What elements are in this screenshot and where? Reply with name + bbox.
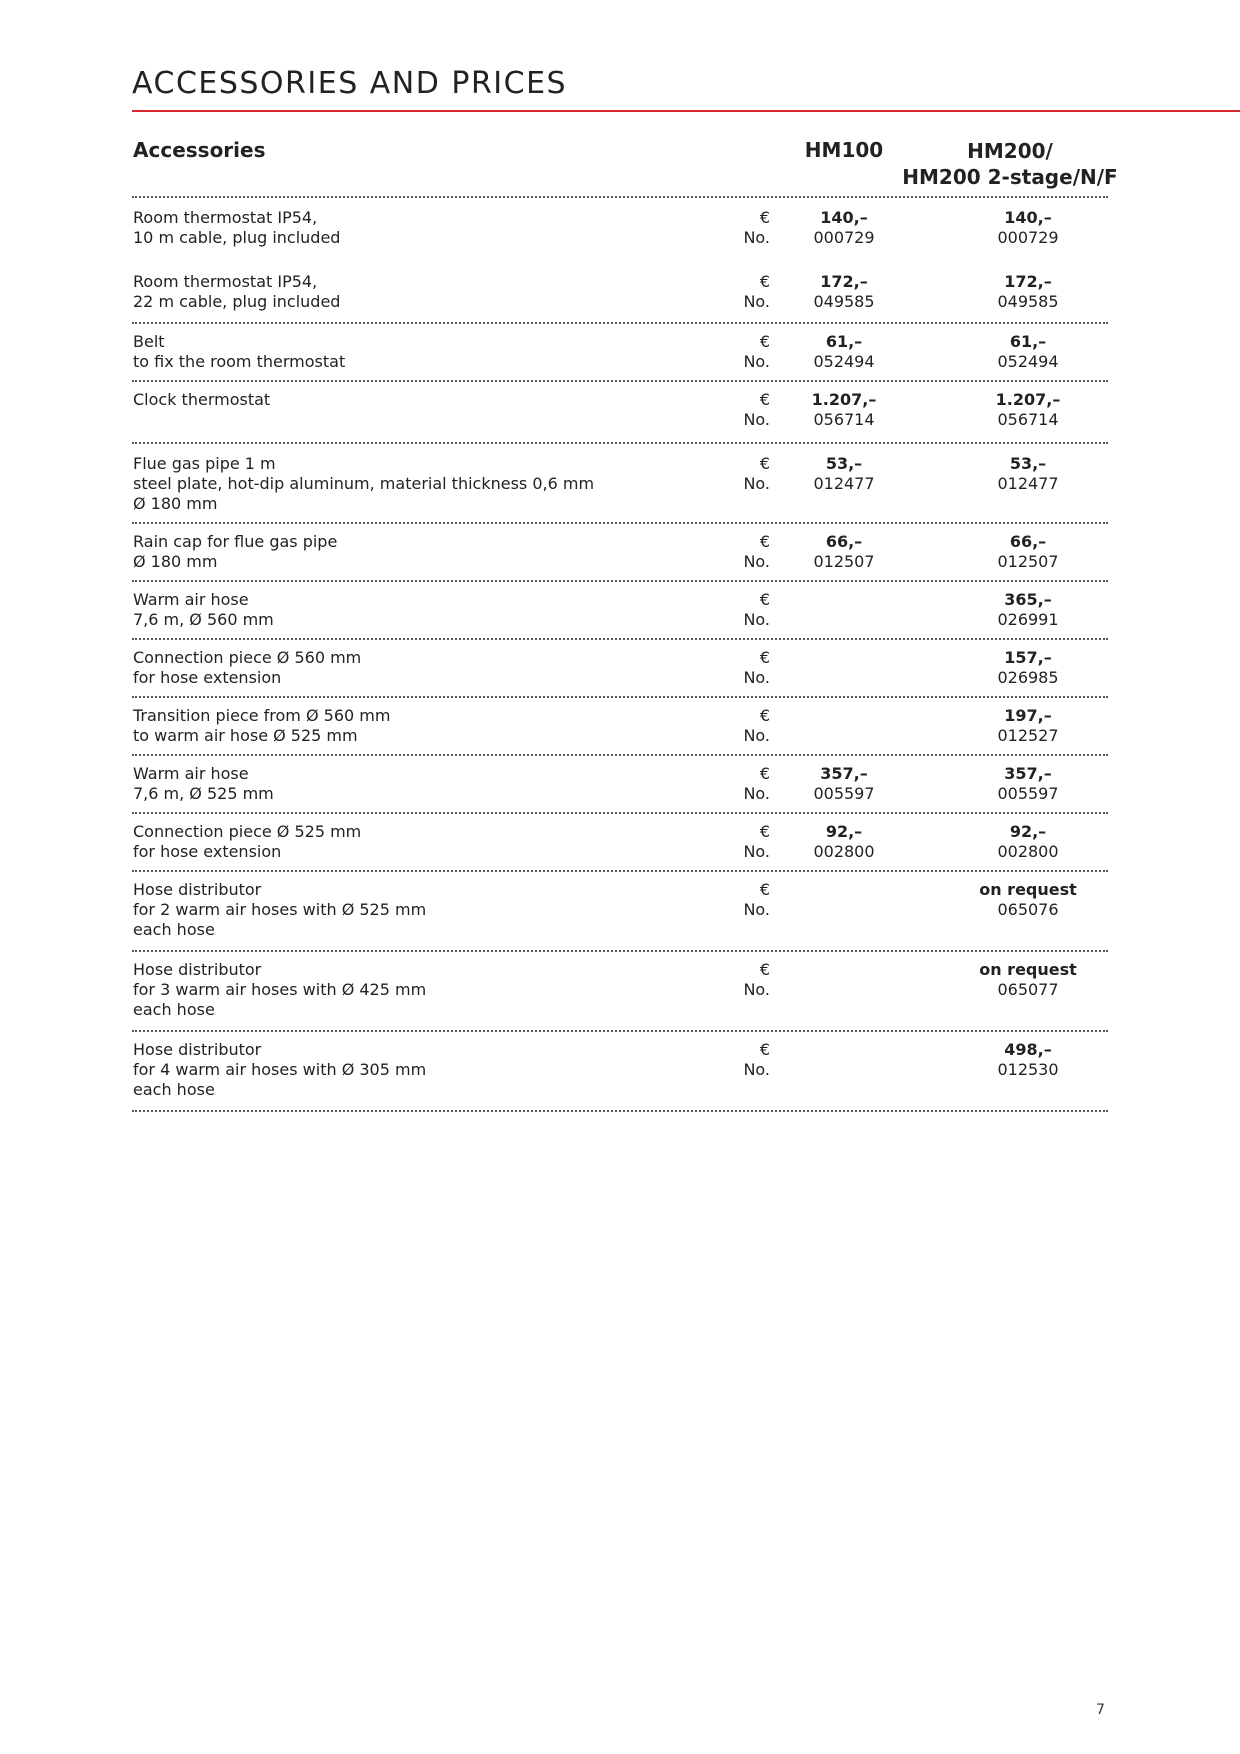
table-row xyxy=(132,814,1108,872)
hm200-price: 357,– xyxy=(1004,764,1052,783)
unit-price-label: € xyxy=(759,272,770,291)
hm200-article-number: 002800 xyxy=(997,842,1059,861)
table-row xyxy=(132,524,1108,582)
hm200-cell xyxy=(952,390,1104,430)
description-line: 22 m cable, plug included xyxy=(133,292,341,311)
unit-number-label: No. xyxy=(743,228,770,247)
hm200-cell xyxy=(952,590,1104,630)
unit-number-label: No. xyxy=(743,352,770,371)
hm100-article-number xyxy=(782,980,906,1000)
unit-labels xyxy=(710,764,770,804)
hm200-price: 365,– xyxy=(1004,590,1052,609)
hm100-price xyxy=(782,1040,906,1060)
hm200-article-number: 012527 xyxy=(997,726,1059,745)
unit-price-label: € xyxy=(759,390,770,409)
unit-number-label: No. xyxy=(743,610,770,629)
description-line: Ø 180 mm xyxy=(133,552,218,571)
hm100-article-number: 056714 xyxy=(813,410,875,429)
hm200-cell xyxy=(952,208,1104,248)
hm200-cell xyxy=(952,1040,1104,1080)
table-row xyxy=(132,756,1108,814)
unit-price-label: € xyxy=(759,648,770,667)
unit-number-label: No. xyxy=(743,980,770,999)
hm200-cell xyxy=(952,272,1104,312)
header-hm200-line1: HM200/ xyxy=(967,139,1053,163)
table-row xyxy=(132,444,1108,524)
hm200-article-number: 065077 xyxy=(997,980,1059,999)
hm100-article-number xyxy=(782,900,906,920)
table-row xyxy=(132,198,1108,260)
unit-price-label: € xyxy=(759,764,770,783)
unit-labels xyxy=(710,648,770,688)
unit-number-label: No. xyxy=(743,410,770,429)
hm200-article-number: 026991 xyxy=(997,610,1059,629)
unit-labels xyxy=(710,454,770,494)
hm100-price: 92,– xyxy=(825,822,863,841)
table-body xyxy=(132,198,1108,1112)
hm200-article-number: 026985 xyxy=(997,668,1059,687)
hm200-price: 140,– xyxy=(1004,208,1052,227)
description-line: Transition piece from Ø 560 mm xyxy=(133,706,391,725)
unit-labels xyxy=(710,880,770,920)
unit-labels xyxy=(710,332,770,372)
hm100-cell xyxy=(782,764,906,804)
hm100-article-number: 000729 xyxy=(813,228,875,247)
unit-number-label: No. xyxy=(743,1060,770,1079)
table-row xyxy=(132,582,1108,640)
hm200-cell xyxy=(952,532,1104,572)
unit-labels xyxy=(710,208,770,248)
hm100-cell xyxy=(782,960,906,1000)
hm200-article-number: 056714 xyxy=(997,410,1059,429)
unit-number-label: No. xyxy=(743,900,770,919)
hm100-article-number: 012477 xyxy=(813,474,875,493)
description-line: each hose xyxy=(133,1000,215,1019)
hm100-cell xyxy=(782,822,906,862)
hm100-cell xyxy=(782,272,906,312)
hm200-price: 53,– xyxy=(1009,454,1047,473)
hm100-price: 172,– xyxy=(820,272,868,291)
hm100-cell xyxy=(782,454,906,494)
description-line: Connection piece Ø 560 mm xyxy=(133,648,362,667)
unit-labels xyxy=(710,1040,770,1080)
hm200-cell xyxy=(952,454,1104,494)
hm100-article-number xyxy=(782,610,906,630)
unit-price-label: € xyxy=(759,960,770,979)
table-row xyxy=(132,640,1108,698)
hm200-article-number: 052494 xyxy=(997,352,1059,371)
hm100-price xyxy=(782,648,906,668)
hm200-cell xyxy=(952,706,1104,746)
description-line: for 4 warm air hoses with Ø 305 mm xyxy=(133,1060,427,1079)
hm100-article-number: 002800 xyxy=(813,842,875,861)
hm200-article-number: 012477 xyxy=(997,474,1059,493)
unit-price-label: € xyxy=(759,454,770,473)
hm100-cell xyxy=(782,590,906,630)
unit-price-label: € xyxy=(759,1040,770,1059)
hm200-article-number: 005597 xyxy=(997,784,1059,803)
description-line: Clock thermostat xyxy=(133,390,271,409)
header-hm200 xyxy=(892,138,1128,190)
hm100-article-number: 005597 xyxy=(813,784,875,803)
hm200-price: 92,– xyxy=(1009,822,1047,841)
hm100-price: 357,– xyxy=(820,764,868,783)
unit-number-label: No. xyxy=(743,842,770,861)
unit-labels xyxy=(710,272,770,312)
header-accessories: Accessories xyxy=(133,138,266,162)
hm200-cell xyxy=(952,332,1104,372)
description-line: to warm air hose Ø 525 mm xyxy=(133,726,358,745)
unit-number-label: No. xyxy=(743,552,770,571)
unit-labels xyxy=(710,532,770,572)
description-line: Room thermostat IP54, xyxy=(133,208,318,227)
unit-number-label: No. xyxy=(743,292,770,311)
table-header xyxy=(132,136,1118,198)
table-row xyxy=(132,324,1108,382)
hm100-price xyxy=(782,706,906,726)
hm200-price: 66,– xyxy=(1009,532,1047,551)
page-number: 7 xyxy=(1096,1702,1105,1718)
hm100-cell xyxy=(782,532,906,572)
hm200-cell xyxy=(952,764,1104,804)
unit-price-label: € xyxy=(759,822,770,841)
unit-number-label: No. xyxy=(743,668,770,687)
hm200-cell xyxy=(952,880,1104,920)
unit-labels xyxy=(710,822,770,862)
hm200-article-number: 049585 xyxy=(997,292,1059,311)
hm200-price: on request xyxy=(979,960,1077,979)
hm100-cell xyxy=(782,332,906,372)
hm200-price: on request xyxy=(979,880,1077,899)
description-line: Warm air hose xyxy=(133,590,249,609)
unit-price-label: € xyxy=(759,208,770,227)
description-line: Warm air hose xyxy=(133,764,249,783)
description-line: Belt xyxy=(133,332,165,351)
unit-price-label: € xyxy=(759,532,770,551)
description-line: for 2 warm air hoses with Ø 525 mm xyxy=(133,900,427,919)
hm200-price: 197,– xyxy=(1004,706,1052,725)
hm200-article-number: 065076 xyxy=(997,900,1059,919)
hm100-price: 66,– xyxy=(825,532,863,551)
description-line: Hose distributor xyxy=(133,1040,262,1059)
hm100-article-number: 049585 xyxy=(813,292,875,311)
hm100-cell xyxy=(782,390,906,430)
title-rule xyxy=(132,110,1240,112)
hm200-cell xyxy=(952,648,1104,688)
description-line: Hose distributor xyxy=(133,960,262,979)
table-row xyxy=(132,952,1108,1032)
table-row xyxy=(132,382,1108,444)
table-row xyxy=(132,872,1108,952)
hm100-cell xyxy=(782,706,906,746)
hm200-cell xyxy=(952,960,1104,1000)
description-line: for hose extension xyxy=(133,668,282,687)
table-row xyxy=(132,1032,1108,1112)
accessories-table xyxy=(132,136,1118,1112)
unit-labels xyxy=(710,960,770,1000)
description-line: each hose xyxy=(133,1080,215,1099)
unit-number-label: No. xyxy=(743,784,770,803)
hm100-price xyxy=(782,880,906,900)
unit-price-label: € xyxy=(759,332,770,351)
hm100-price: 1.207,– xyxy=(811,390,877,409)
description-line: to fix the room thermostat xyxy=(133,352,346,371)
page-title: ACCESSORIES AND PRICES xyxy=(132,66,568,101)
hm100-price xyxy=(782,590,906,610)
hm100-cell xyxy=(782,880,906,920)
unit-price-label: € xyxy=(759,880,770,899)
hm200-price: 157,– xyxy=(1004,648,1052,667)
description-line: each hose xyxy=(133,920,215,939)
hm100-price: 53,– xyxy=(825,454,863,473)
table-row xyxy=(132,260,1108,324)
hm200-price: 61,– xyxy=(1009,332,1047,351)
hm100-article-number: 012507 xyxy=(813,552,875,571)
description-line: for 3 warm air hoses with Ø 425 mm xyxy=(133,980,427,999)
hm100-article-number xyxy=(782,1060,906,1080)
hm100-article-number xyxy=(782,668,906,688)
hm100-price: 61,– xyxy=(825,332,863,351)
hm100-cell xyxy=(782,1040,906,1080)
hm100-price: 140,– xyxy=(820,208,868,227)
description-line: Connection piece Ø 525 mm xyxy=(133,822,362,841)
hm100-article-number: 052494 xyxy=(813,352,875,371)
description-line: Room thermostat IP54, xyxy=(133,272,318,291)
hm200-price: 1.207,– xyxy=(995,390,1061,409)
unit-price-label: € xyxy=(759,590,770,609)
unit-labels xyxy=(710,390,770,430)
description-line: 7,6 m, Ø 560 mm xyxy=(133,610,274,629)
unit-number-label: No. xyxy=(743,474,770,493)
description-line: Ø 180 mm xyxy=(133,494,218,513)
unit-labels xyxy=(710,706,770,746)
hm200-article-number: 012530 xyxy=(997,1060,1059,1079)
hm200-article-number: 012507 xyxy=(997,552,1059,571)
hm100-article-number xyxy=(782,726,906,746)
unit-number-label: No. xyxy=(743,726,770,745)
hm200-cell xyxy=(952,822,1104,862)
description-line: for hose extension xyxy=(133,842,282,861)
header-hm200-line2: HM200 2-stage/N/F xyxy=(902,165,1118,189)
unit-price-label: € xyxy=(759,706,770,725)
description-line: Rain cap for flue gas pipe xyxy=(133,532,338,551)
description-line: Flue gas pipe 1 m xyxy=(133,454,276,473)
unit-labels xyxy=(710,590,770,630)
hm200-price: 498,– xyxy=(1004,1040,1052,1059)
hm100-price xyxy=(782,960,906,980)
hm200-price: 172,– xyxy=(1004,272,1052,291)
hm200-article-number: 000729 xyxy=(997,228,1059,247)
description-line: 7,6 m, Ø 525 mm xyxy=(133,784,274,803)
description-line: Hose distributor xyxy=(133,880,262,899)
hm100-cell xyxy=(782,648,906,688)
description-line: 10 m cable, plug included xyxy=(133,228,341,247)
header-hm100: HM100 xyxy=(804,138,884,162)
description-line: steel plate, hot-dip aluminum, material thickness 0,6 mm xyxy=(133,474,595,493)
table-row xyxy=(132,698,1108,756)
hm100-cell xyxy=(782,208,906,248)
